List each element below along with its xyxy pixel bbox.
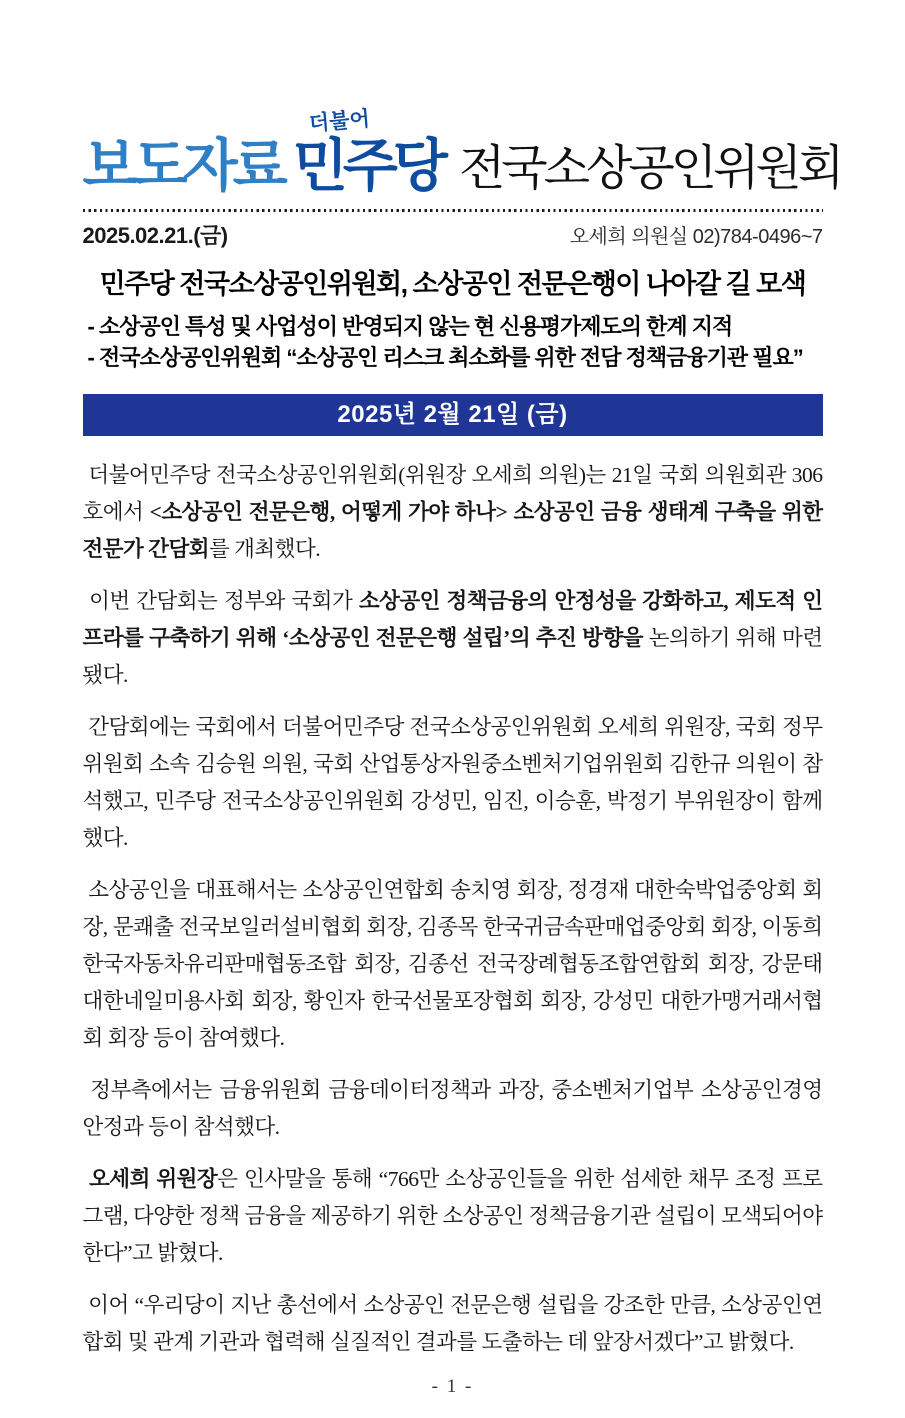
committee-name: 전국소상공인위원회 (458, 142, 841, 195)
plain-text: 소상공인을 대표해서는 소상공인연합회 송치영 회장, 정경재 대한숙박업중앙회 회장, 문쾌출 전국보일러설비협회 회장, 김종목 한국귀금속판매업중앙회 회장, 이동희 한국자동차유리판매협동조합 회장, 김종선 전국장례협동조합연합회 회장, 강문태 대한네일미용사회 회장, 황인자 한국선물포장협회 회장, 강성민 대한가맹거래서협회 회장 등이 참여했다. (82, 878, 828, 1050)
body-paragraph (82, 1161, 828, 1272)
body-paragraph (82, 872, 828, 1057)
body-paragraph (83, 709, 823, 857)
party-logo-deobureo: 더불어 (307, 107, 371, 136)
press-release-header (82, 107, 841, 250)
meta-row (83, 219, 823, 250)
headline-subpoint: - 소상공인 특성 및 사업성이 반영되지 않는 현 신용평가제도의 한계 지적 (87, 314, 733, 339)
plain-text: 은 인사말을 통해 “766만 소상공인들을 위한 섬세한 채무 조정 프로그램, 다양한 정책 금융을 제공하기 위한 소상공인 정책금융기관 설립이 모색되어야 한다”고 밝혔다. (82, 1167, 828, 1265)
headline-section (83, 266, 823, 373)
headline-subpoint: - 전국소상공인위원회 “소상공인 리스크 최소화를 위한 전담 정책금융기관 필요” (87, 345, 803, 370)
page-number: - 1 - (431, 1376, 474, 1397)
plain-text: 정부측에서는 금융위원회 금융데이터정책과 과장, 중소벤처기업부 소상공인경영안정과 등이 참석했다. (82, 1078, 823, 1139)
party-logo (292, 107, 443, 198)
event-date-banner: 2025년 2월 21일 (금) (83, 394, 823, 436)
headline-subpoints (83, 311, 823, 373)
logo-row (82, 107, 841, 198)
plain-text: 더불어민주당 전국소상공인위원회(위원장 오세희 의원)는 21일 국회 의원회관 306호에서 (82, 463, 823, 524)
body-paragraph (83, 1287, 823, 1361)
headline-title: 민주당 전국소상공인위원회, 소상공인 전문은행이 나아갈 길 모색 (99, 269, 806, 299)
release-date: 2025.02.21.(금) (82, 223, 228, 248)
body-paragraph (83, 1072, 823, 1146)
contact-info: 오세희 의원실 02)784-0496~7 (569, 226, 823, 248)
emphasis-text: 오세희 위원장 (89, 1167, 218, 1191)
body-paragraph (83, 583, 823, 694)
plain-text: 이번 간담회는 정부와 국회가 (82, 589, 359, 613)
plain-text: 논의하기 위해 마련됐다. (82, 626, 823, 687)
party-logo-minjoo: 민주당 (292, 134, 443, 198)
body-paragraph (82, 457, 828, 568)
dotted-divider (83, 209, 823, 212)
emphasis-text: 소상공인 정책금융의 안정성을 강화하고, 제도적 인프라를 구축하기 위해 ‘소상공인 전문은행 설립’의 추진 방향을 (82, 589, 823, 650)
plain-text: 를 개최했다. (209, 537, 321, 561)
press-release-page (0, 107, 905, 1418)
plain-text: 간담회에는 국회에서 더불어민주당 전국소상공인위원회 오세희 위원장, 국회 정무위원회 소속 김승원 의원, 국회 산업통상자원중소벤처기업위원회 김한규 의원이 참석했고, 민주당 전국소상공인위원회 강성민, 임진, 이승훈, 박정기 부위원장이 함께했다. (82, 715, 823, 850)
emphasis-text: <소상공인 전문은행, 어떻게 가야 하나> 소상공인 금융 생태계 구축을 위한 전문가 간담회 (82, 500, 828, 561)
body-text (82, 457, 828, 1361)
press-release-logo: 보도자료 (82, 134, 283, 198)
page-footer (83, 1376, 823, 1398)
plain-text: 이어 “우리당이 지난 총선에서 소상공인 전문은행 설립을 강조한 만큼, 소상공인연합회 및 관계 기관과 협력해 실질적인 결과를 도출하는 데 앞장서겠다”고 밝혔다. (82, 1293, 823, 1354)
